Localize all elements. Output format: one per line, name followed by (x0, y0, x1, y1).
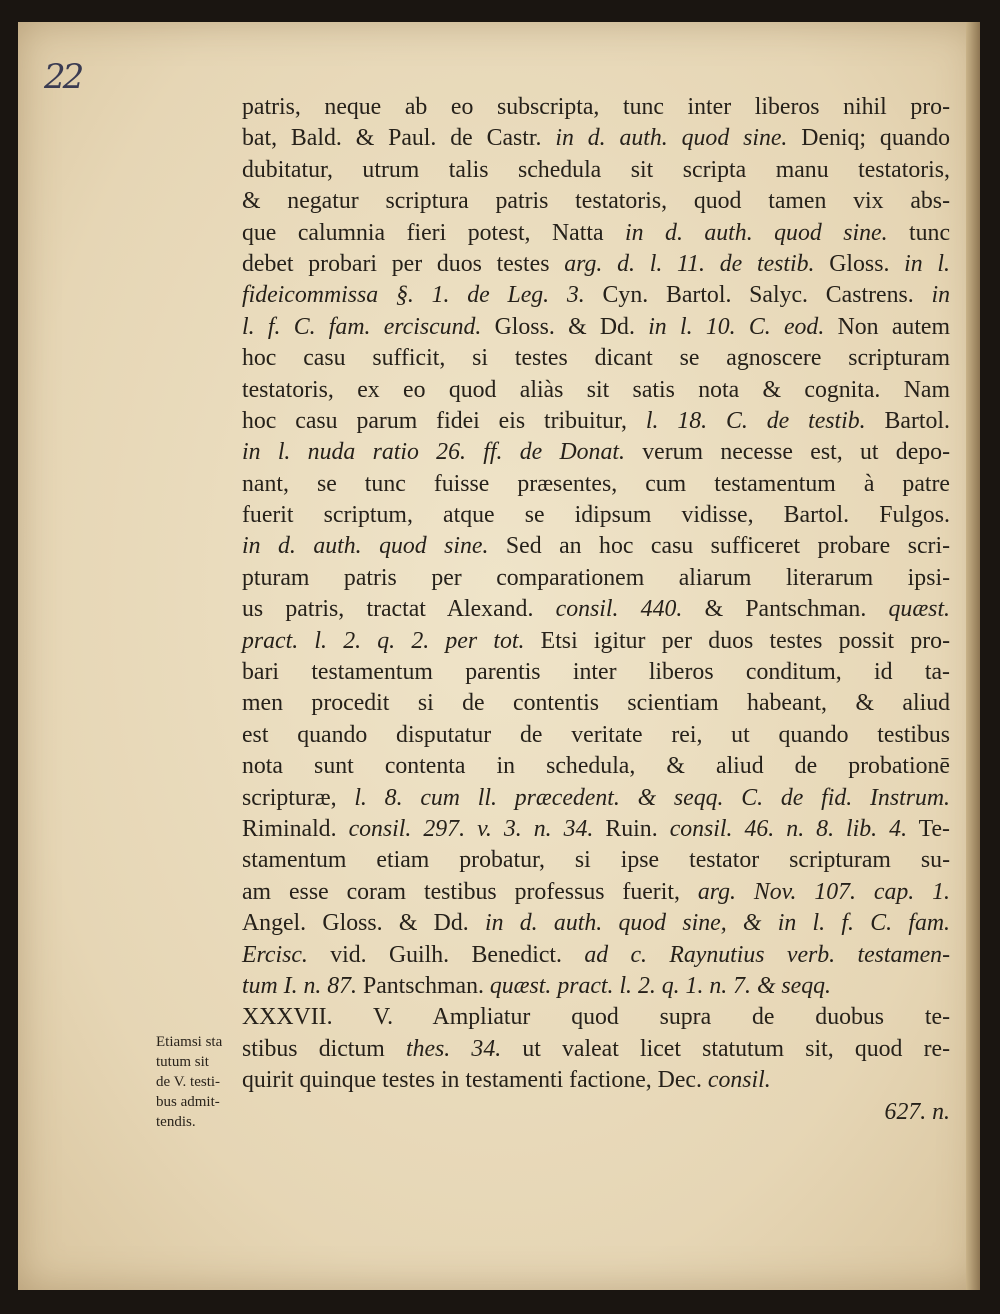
text-run: quirit quinque testes in testamenti factione, Dec. (242, 1067, 708, 1094)
citation-italic: consil. 440. (555, 596, 683, 623)
text-run: Etsi igitur per duos testes possit pro- (524, 627, 950, 654)
citation-italic: in d. auth. quod sine. (242, 533, 489, 560)
text-run: Angel. Gloss. & Dd. (242, 910, 485, 937)
text-run: patris, neque ab eo subscripta, tunc inter liberos nihil pro- (242, 94, 950, 120)
text-line (242, 688, 950, 719)
text-line (242, 908, 950, 939)
text-line (242, 469, 950, 500)
margin-note-line: bus admit- (156, 1094, 220, 1110)
text-line (242, 280, 950, 311)
margin-note-line: tutum sit (156, 1054, 209, 1070)
text-line (242, 531, 950, 562)
text-run: ut valeat licet statutum sit, quod re- (501, 1035, 950, 1062)
text-run: bat, Bald. & Paul. de Castr. (242, 125, 556, 152)
text-run: us patris, tractat Alexand. (242, 596, 556, 623)
text-run: verum necesse est, ut depo- (624, 439, 950, 466)
text-run: stibus dictum (242, 1035, 406, 1062)
citation-italic: consil. 297. v. 3. n. 34. (348, 815, 594, 842)
text-run: nota sunt contenta in schedula, & aliud de probationē (242, 753, 950, 780)
text-run: vid. Guilh. Benedict. (307, 941, 585, 968)
text-run: nant, se tunc fuisse præsentes, cum testamentum à patre (242, 470, 950, 497)
text-run: Non autem (824, 313, 950, 340)
text-line (242, 845, 950, 876)
text-line (242, 155, 950, 186)
citation-italic: arg. d. l. 11. de testib. (564, 250, 815, 277)
text-run: Bartol. (865, 407, 950, 434)
citation-italic: in (931, 282, 950, 309)
citation-italic: 627. n. (884, 1098, 950, 1125)
text-line (242, 375, 950, 406)
text-run: men procedit si de contentis scientiam habeant, & aliud (242, 690, 950, 717)
citation-italic: in l. (904, 250, 950, 277)
text-line (242, 1034, 950, 1065)
body-text (242, 92, 950, 1128)
citation-italic: consil. (707, 1067, 771, 1094)
citation-italic: consil. 46. n. 8. lib. 4. (669, 815, 908, 842)
citation-italic: in l. nuda ratio 26. ff. de Donat. (242, 439, 625, 466)
text-run: & negatur scriptura patris testatoris, quod tamen vix abs- (242, 188, 950, 215)
book-page (18, 22, 980, 1290)
text-run: hoc casu sufficit, si testes dicant se agnoscere scripturam (242, 345, 950, 372)
text-line (242, 1065, 950, 1096)
text-line (242, 563, 950, 594)
text-run: que calumnia fieri potest, Natta (242, 219, 626, 246)
text-run: Te- (907, 815, 950, 842)
text-line (242, 877, 950, 908)
text-run: tunc (887, 219, 951, 246)
text-run: Deniq; quando (787, 125, 950, 152)
text-line (242, 814, 950, 845)
text-line (242, 940, 950, 971)
text-run: testatoris, ex eo quod aliàs sit satis nota & cognita. Nam (242, 376, 950, 403)
page-number: 22 (44, 57, 82, 97)
text-run: Ruin. (593, 815, 670, 842)
text-line (242, 186, 950, 217)
text-line (242, 123, 950, 154)
text-run: stamentum etiam probatur, si ipse testator scripturam su- (242, 847, 950, 874)
text-line (242, 1002, 950, 1033)
text-run: XXXVII. V. Ampliatur quod supra de duobus te- (242, 1004, 950, 1031)
text-line (242, 218, 950, 249)
citation-italic: tum I. n. 87. (242, 972, 358, 999)
margin-note (156, 1032, 254, 1132)
text-run: Cyn. Bartol. Salyc. Castrens. (584, 282, 932, 309)
text-run: est quando disputatur de veritate rei, ut quando testibus (242, 721, 950, 748)
text-line (242, 249, 950, 280)
text-run: bari testamentum parentis inter liberos conditum, id ta- (242, 659, 950, 686)
text-run: Pantschman. (357, 972, 490, 999)
margin-note-line: tendis. (156, 1114, 196, 1130)
text-line (242, 594, 950, 625)
text-run: scripturæ, (242, 784, 355, 811)
text-run: & Pantschman. (682, 596, 889, 623)
text-line (242, 1097, 950, 1128)
citation-italic: ad c. Raynutius verb. testamen- (584, 941, 950, 968)
text-run: Sed an hoc casu sufficeret probare scri- (488, 533, 950, 560)
margin-note-line: de V. testi- (156, 1074, 221, 1090)
citation-italic: in d. auth. quod sine, & in l. f. C. fam. (484, 910, 950, 937)
text-line (242, 657, 950, 688)
citation-italic: quæst. pract. l. 2. q. 1. n. 7. & seqq. (489, 972, 831, 999)
citation-italic: Ercisc. (242, 941, 308, 968)
text-line (242, 92, 950, 123)
citation-italic: in d. auth. quod sine. (555, 125, 788, 152)
citation-italic: in l. 10. C. eod. (648, 313, 825, 340)
margin-note-line: Etiamsi sta (156, 1034, 223, 1050)
text-run: hoc casu parum fidei eis tribuitur, (242, 407, 646, 434)
citation-italic: fideicommissa §. 1. de Leg. 3. (242, 282, 585, 309)
citation-italic: in d. auth. quod sine. (625, 219, 888, 246)
text-run: fuerit scriptum, atque se idipsum vidisse, Bartol. Fulgos. (242, 502, 950, 529)
text-run: am esse coram testibus professus fuerit, (242, 878, 698, 905)
citation-italic: l. f. C. fam. erciscund. (242, 313, 482, 340)
text-run: debet probari per duos testes (242, 250, 565, 277)
text-line (242, 720, 950, 751)
text-run: Riminald. (242, 815, 349, 842)
text-line (242, 971, 950, 1002)
citation-italic: arg. Nov. 107. cap. 1. (697, 878, 950, 905)
citation-italic: thes. 34. (405, 1035, 502, 1062)
page-edge (966, 22, 980, 1290)
citation-italic: pract. l. 2. q. 2. per tot. (242, 627, 525, 654)
text-run: dubitatur, utrum talis schedula sit scripta manu testatoris, (242, 156, 950, 183)
text-line (242, 343, 950, 374)
text-line (242, 406, 950, 437)
text-line (242, 783, 950, 814)
text-line (242, 500, 950, 531)
text-run: Gloss. & Dd. (481, 313, 649, 340)
text-line (242, 751, 950, 782)
text-run: Gloss. (814, 250, 905, 277)
text-line (242, 437, 950, 468)
text-line (242, 312, 950, 343)
text-line (242, 626, 950, 657)
citation-italic: l. 18. C. de testib. (645, 407, 866, 434)
citation-italic: quæst. (888, 596, 951, 623)
text-run: pturam patris per comparationem aliarum literarum ipsi- (242, 564, 950, 591)
citation-italic: l. 8. cum ll. præcedent. & seqq. C. de fid. Instrum. (354, 784, 950, 811)
